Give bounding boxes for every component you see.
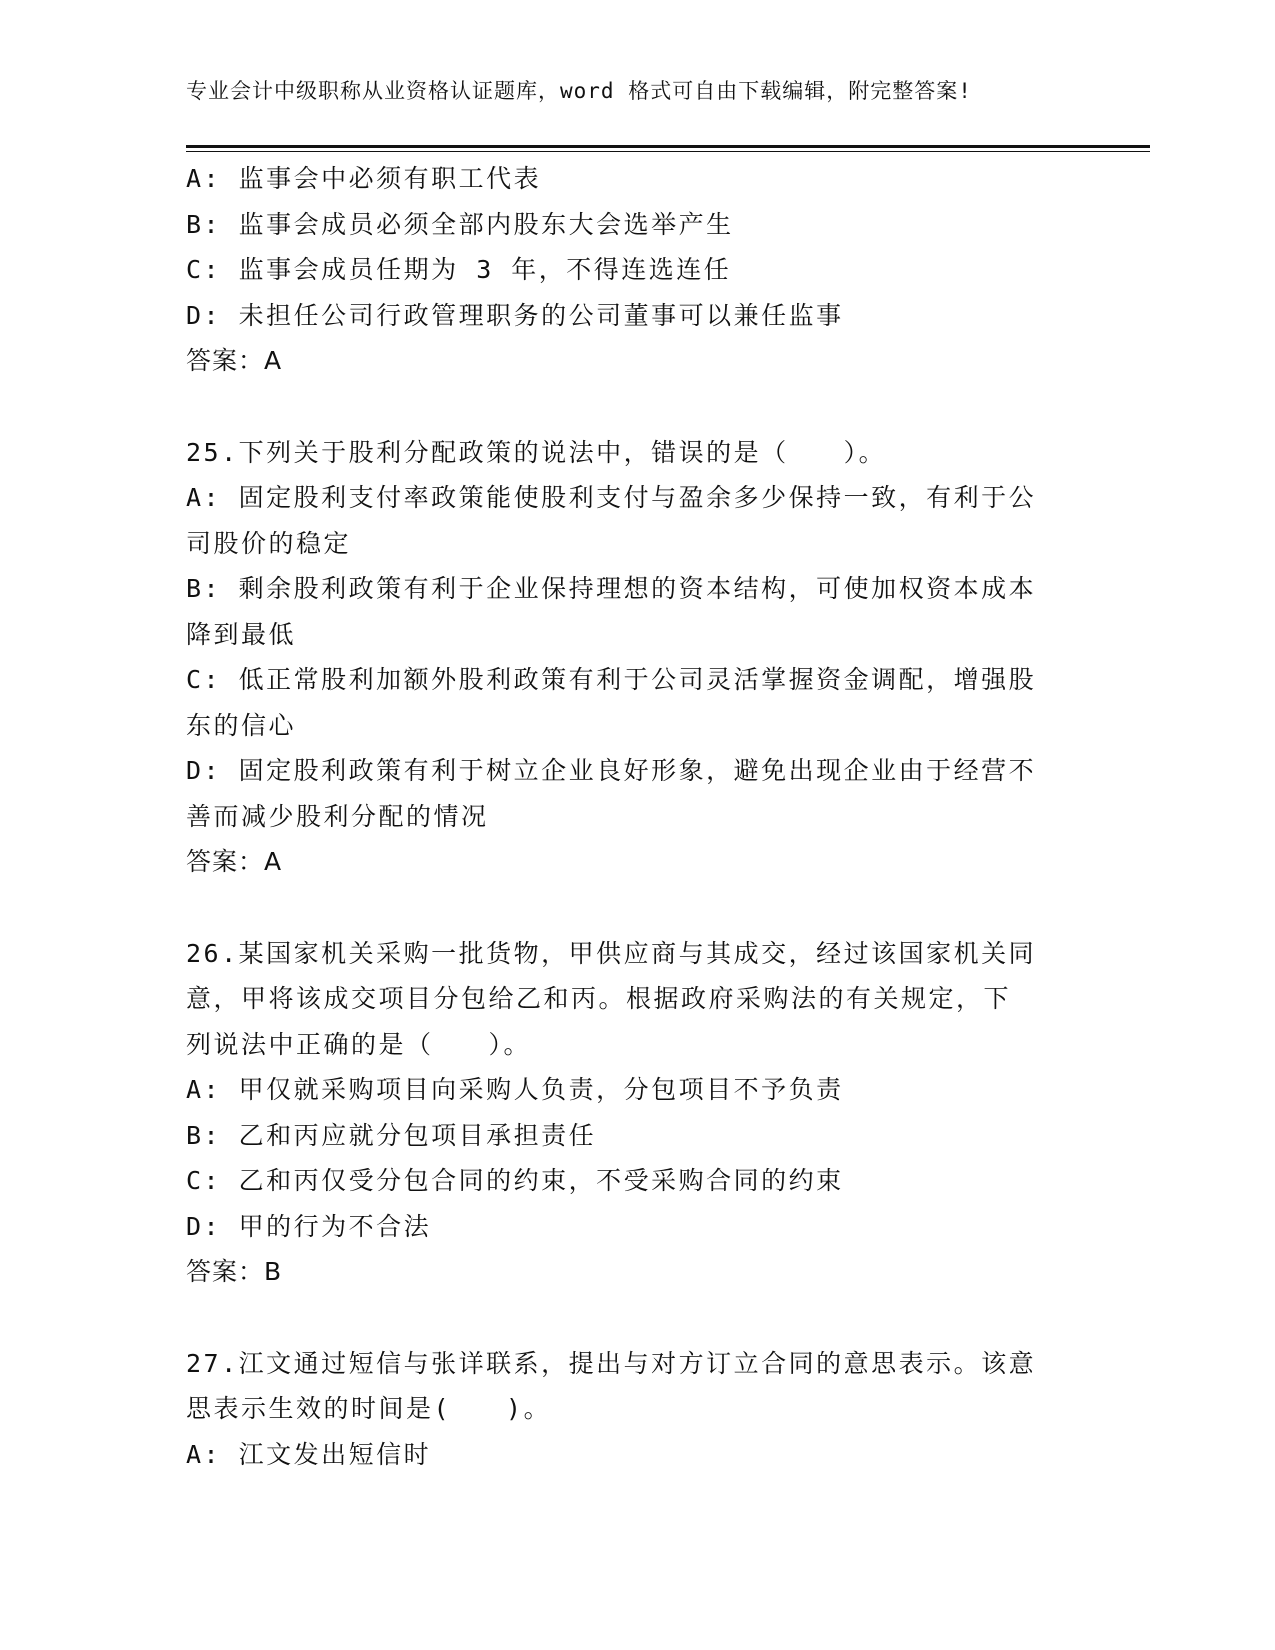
option-c: C: 乙和丙仅受分包合同的约束，不受采购合同的约束 <box>186 1166 844 1195</box>
question-24 <box>186 156 1086 384</box>
spacer <box>186 384 1086 430</box>
option-d: D: 甲的行为不合法 <box>186 1211 432 1241</box>
answer-line: 答案：B <box>186 1257 283 1286</box>
option-a: A: 监事会中必须有职工代表 <box>186 164 542 193</box>
option-a-continued: 司股价的稳定 <box>186 528 352 558</box>
option-c-continued: 东的信心 <box>186 710 297 740</box>
option-b: B: 监事会成员必须全部内股东大会选举产生 <box>186 209 734 239</box>
answer-line: 答案：A <box>186 346 283 375</box>
question-stem-continued: 思表示生效的时间是( )。 <box>186 1394 552 1423</box>
option-a: A: 江文发出短信时 <box>186 1439 432 1469</box>
question-stem-continued: 列说法中正确的是（ ）。 <box>186 1029 532 1059</box>
option-b: B: 剩余股利政策有利于企业保持理想的资本结构，可使加权资本成本 <box>186 574 1037 603</box>
header-rule-thin <box>186 151 1150 152</box>
question-27 <box>186 1341 1086 1478</box>
question-26 <box>186 931 1086 1295</box>
spacer <box>186 885 1086 931</box>
question-stem-continued: 意，甲将该成交项目分包给乙和丙。根据政府采购法的有关规定，下 <box>186 984 1012 1013</box>
option-a: A: 固定股利支付率政策能使股利支付与盈余多少保持一致，有利于公 <box>186 483 1037 512</box>
question-content <box>186 156 1086 1477</box>
spacer <box>186 1295 1086 1341</box>
answer-line: 答案：A <box>186 847 283 876</box>
header-rule-thick <box>186 145 1150 148</box>
option-b: B: 乙和丙应就分包项目承担责任 <box>186 1120 597 1150</box>
option-d-continued: 善而减少股利分配的情况 <box>186 801 489 831</box>
option-c: C: 监事会成员任期为 3 年，不得连选连任 <box>186 255 732 284</box>
option-d: D: 未担任公司行政管理职务的公司董事可以兼任监事 <box>186 300 844 330</box>
question-stem: 27.江文通过短信与张详联系，提出与对方订立合同的意思表示。该意 <box>186 1348 1037 1378</box>
option-c: C: 低正常股利加额外股利政策有利于公司灵活掌握资金调配，增强股 <box>186 665 1037 694</box>
document-header: 专业会计中级职称从业资格认证题库，word 格式可自由下载编辑，附完整答案! <box>186 79 972 103</box>
question-stem: 26.某国家机关采购一批货物，甲供应商与其成交，经过该国家机关同 <box>186 938 1037 968</box>
option-b-continued: 降到最低 <box>186 619 297 649</box>
option-d: D: 固定股利政策有利于树立企业良好形象，避免出现企业由于经营不 <box>186 756 1037 785</box>
option-a: A: 甲仅就采购项目向采购人负责，分包项目不予负责 <box>186 1075 844 1104</box>
question-25 <box>186 430 1086 885</box>
question-stem: 25.下列关于股利分配政策的说法中，错误的是（ ）。 <box>186 437 887 467</box>
